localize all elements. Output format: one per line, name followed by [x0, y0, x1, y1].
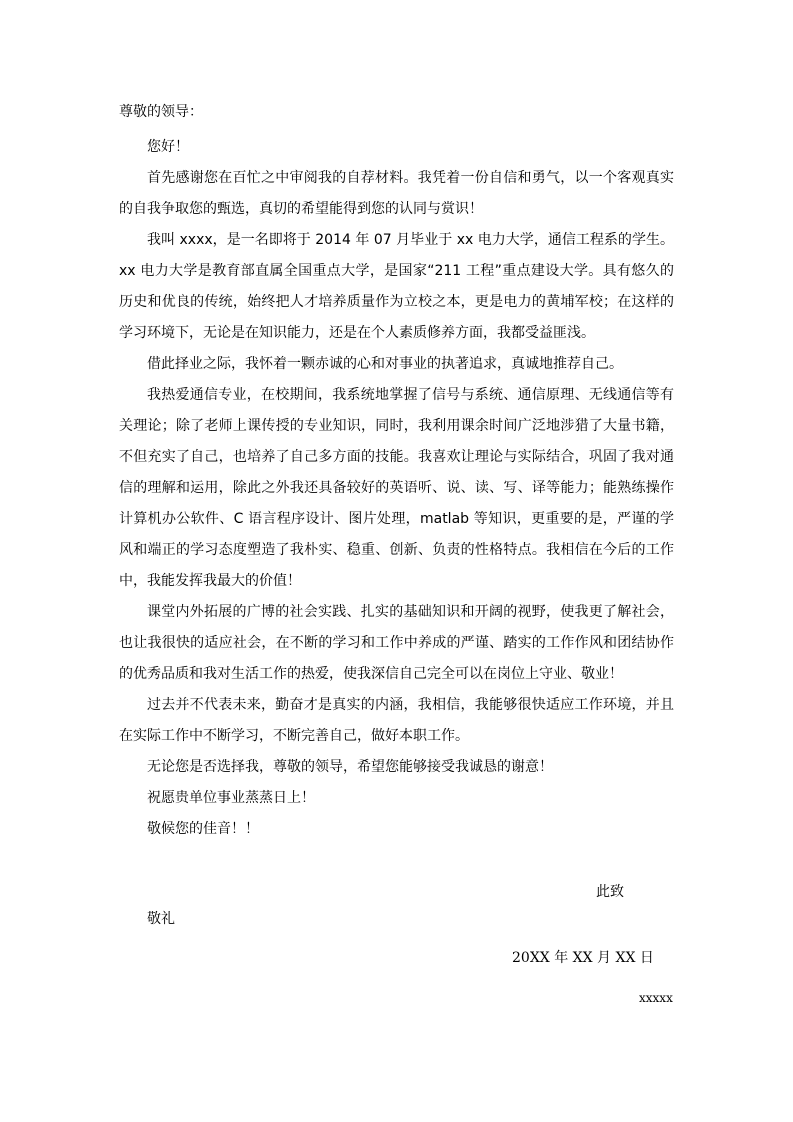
paragraph-wishes: 祝愿贵单位事业蒸蒸日上！ — [147, 790, 315, 806]
paragraph-thanks: 首先感谢您在百忙之中审阅我的自荐材料。我凭着一份自信和勇气，以一个客观真实的自我争取您的甄选，真切的希望能得到您的认同与赏识！ — [119, 170, 674, 217]
paragraph-greeting: 您好！ — [147, 139, 189, 155]
letter-date: 20XX 年 XX 月 XX 日 — [512, 950, 654, 966]
paragraph-recommendation: 借此择业之际，我怀着一颗赤诚的心和对事业的执著追求，真诚地推荐自己。 — [147, 356, 623, 372]
paragraph-await-reply: 敬候您的佳音！！ — [147, 821, 259, 837]
closing-jingli: 敬礼 — [147, 911, 175, 927]
closing-cizhi: 此致 — [596, 884, 624, 900]
paragraph-gratitude: 无论您是否选择我，尊敬的领导，希望您能够接受我诚恳的谢意！ — [147, 759, 553, 775]
paragraph-practice: 课堂内外拓展的广博的社会实践、扎实的基础知识和开阔的视野，使我更了解社会，也让我很快的适应社会，在不断的学习和工作中养成的严谨、踏实的工作作风和团结协作的优秀品质和我对生活工作的热爱，使我深信自己完全可以在岗位上守业、敬业！ — [119, 604, 674, 682]
paragraph-future: 过去并不代表未来，勤奋才是真实的内涵，我相信，我能够很快适应工作环境，并且在实际工作中不断学习，不断完善自己，做好本职工作。 — [119, 697, 674, 744]
signature: xxxxx — [639, 991, 673, 1005]
paragraph-introduction: 我叫 xxxx，是一名即将于 2014 年 07 月毕业于 xx 电力大学，通信工程系的学生。xx 电力大学是教育部直属全国重点大学，是国家“211 工程”重点建设大学。具有悠久的历史和优良的传统，始终把人才培养质量作为立校之本，更是电力的黄埔军校；在这样的学习环境下，无论是在知识能力，还是在个人素质修养方面，我都受益匪浅。 — [119, 232, 674, 341]
letter-body — [119, 132, 674, 845]
paragraph-skills: 我热爱通信专业，在校期间，我系统地掌握了信号与系统、通信原理、无线通信等有关理论；除了老师上课传授的专业知识，同时，我利用课余时间广泛地涉猎了大量书籍，不但充实了自己，也培养了自己多方面的技能。我喜欢让理论与实际结合，巩固了我对通信的理解和运用，除此之外我还具备较好的英语听、说、读、写、译等能力；能熟练操作计算机办公软件、C 语言程序设计、图片处理，matlab 等知识，更重要的是，严谨的学风和端正的学习态度塑造了我朴实、稳重、创新、负责的性格特点。我相信在今后的工作中，我能发挥我最大的价值！ — [119, 387, 674, 589]
salutation: 尊敬的领导： — [119, 104, 203, 120]
